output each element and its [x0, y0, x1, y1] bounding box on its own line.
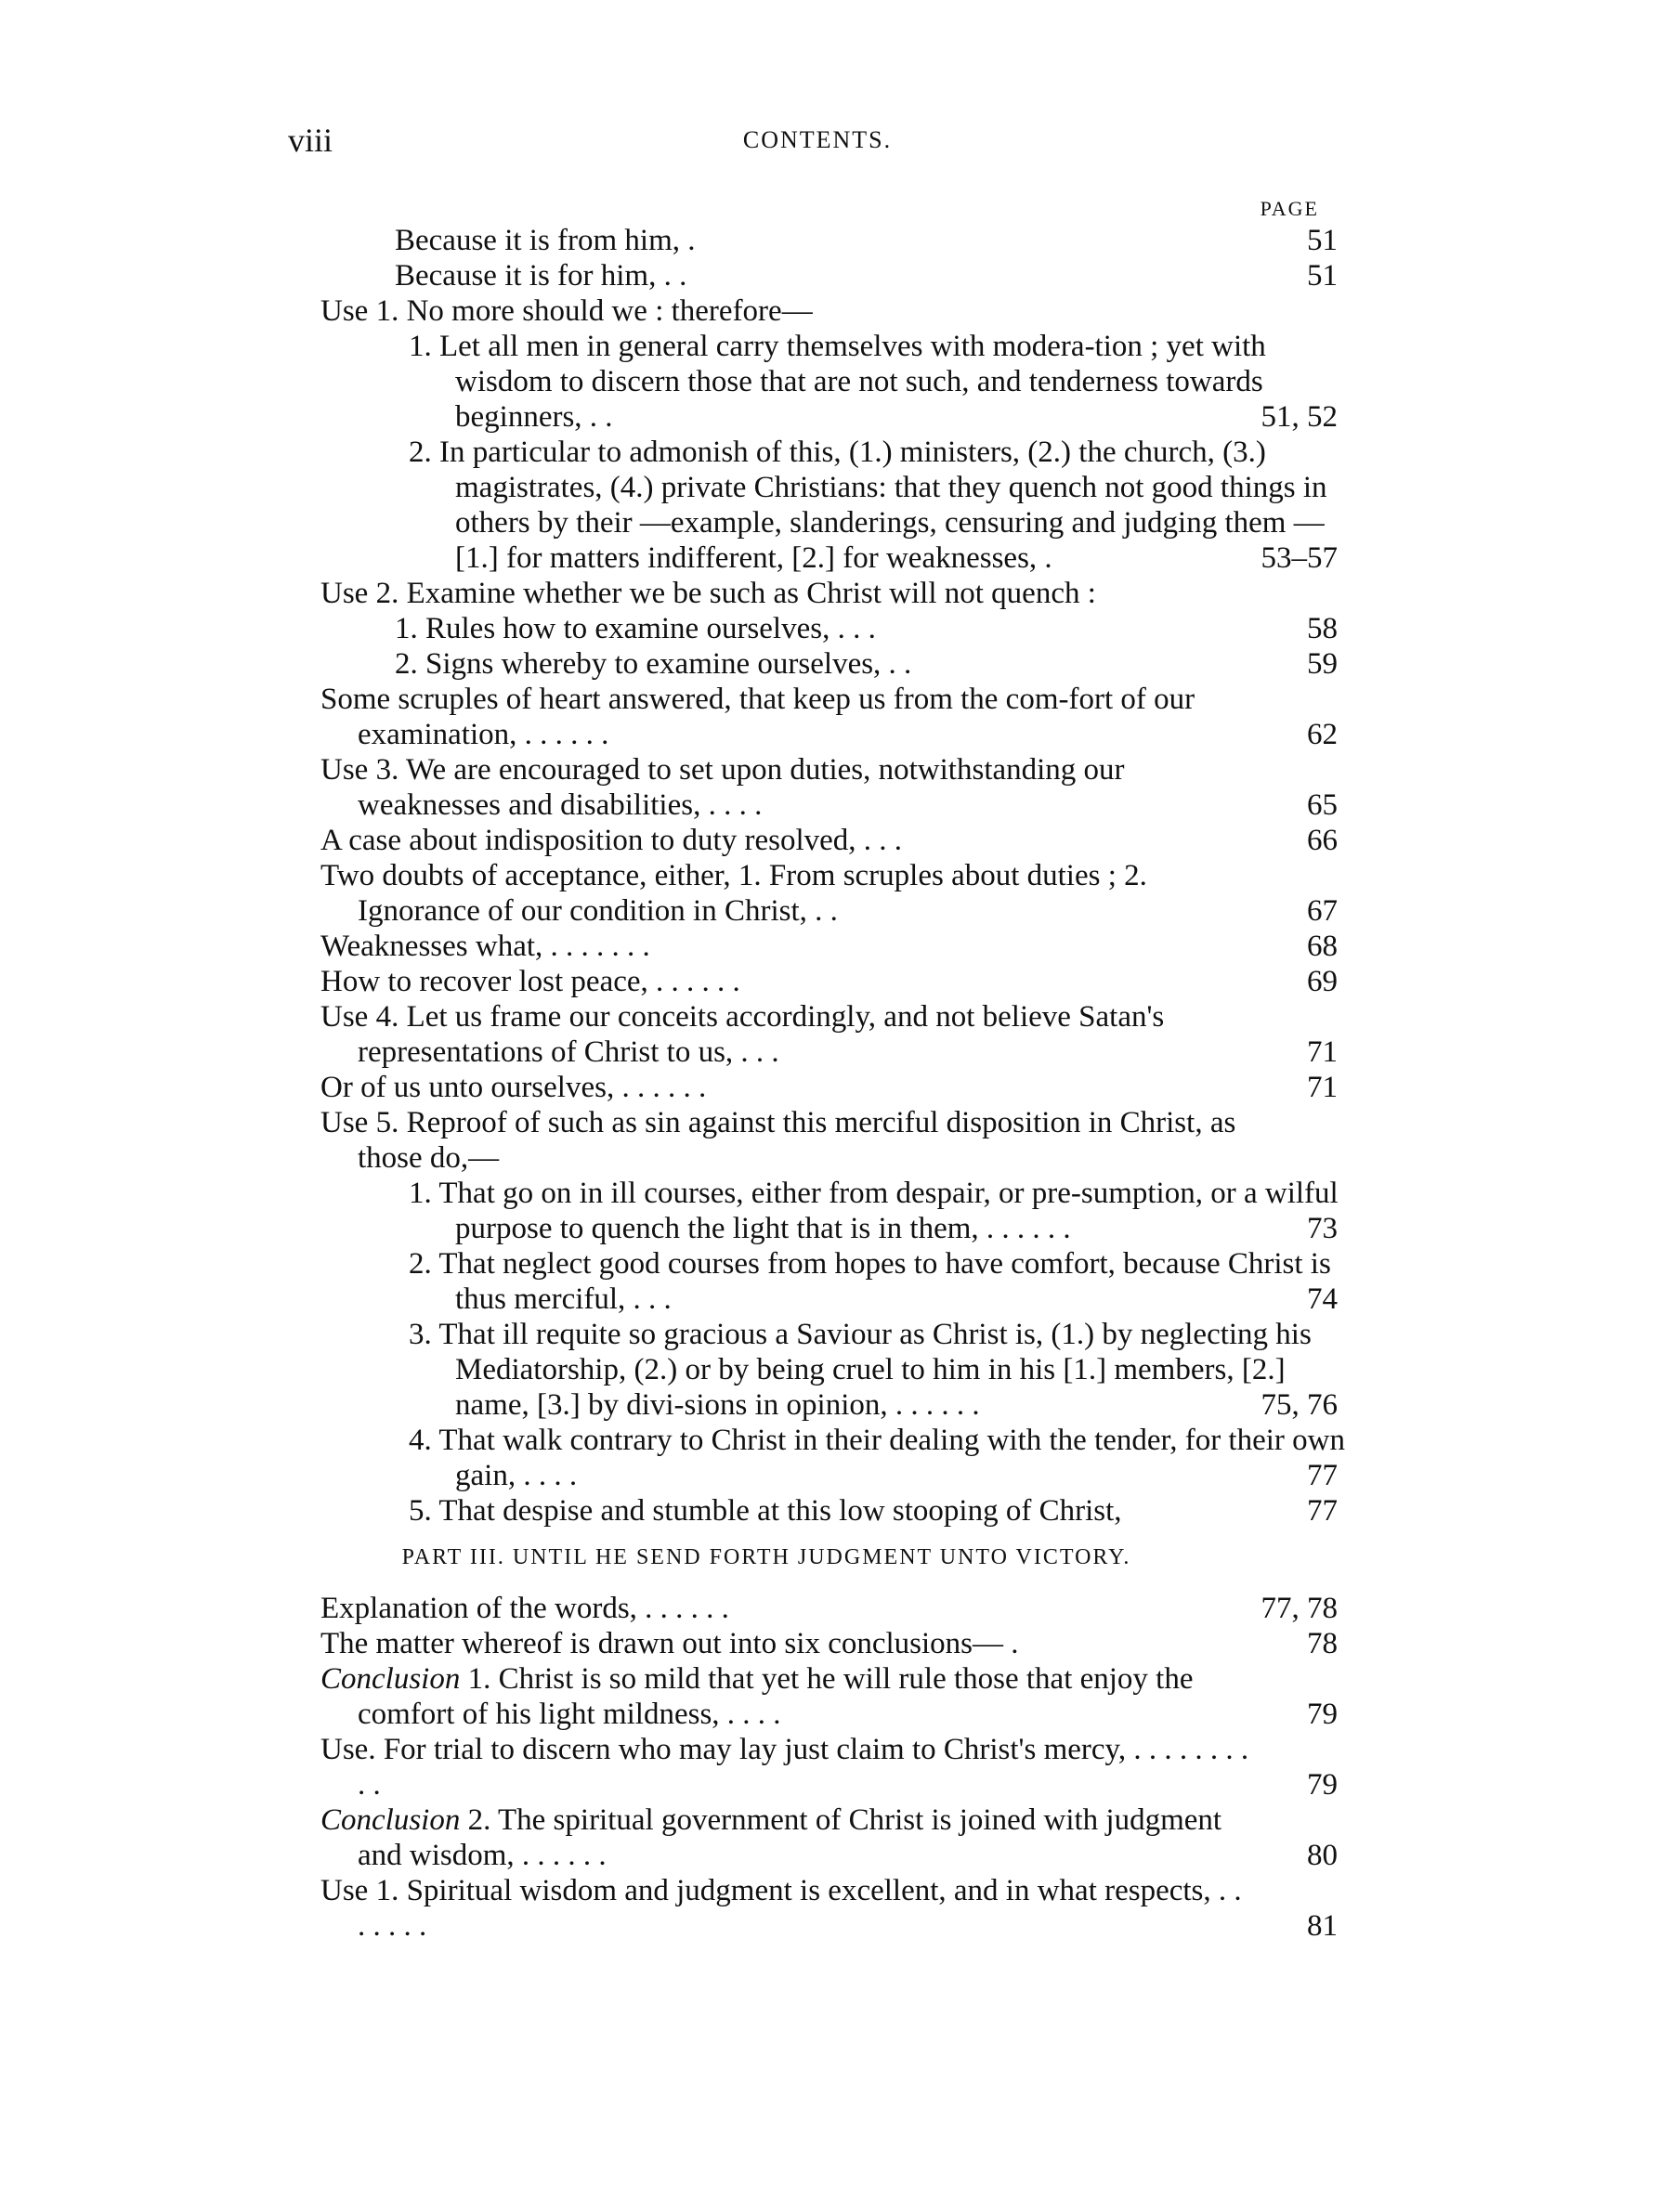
entry-text — [320, 999, 1249, 1070]
contents-entry — [320, 1423, 1345, 1493]
entry-body: Use 4. Let us frame our conceits accordingly, and not believe Satan's representations of Christ to us, . . . — [320, 1000, 1165, 1069]
page-label-area — [320, 0, 1338, 241]
entry-text — [320, 964, 1212, 999]
contents-entry — [320, 1176, 1338, 1246]
entry-body: Explanation of the words, . . . . . . — [320, 1592, 729, 1625]
entry-page-number: 71 — [1307, 1071, 1338, 1104]
entry-text — [320, 929, 1212, 964]
entry-body: Because it is for him, . . — [395, 259, 687, 293]
entry-text — [320, 329, 1347, 435]
entry-text — [320, 1626, 1212, 1661]
entry-body: Weaknesses what, . . . . . . . — [320, 930, 650, 963]
entry-text — [320, 858, 1249, 929]
entry-text — [320, 1070, 1212, 1105]
entry-text — [320, 1493, 1347, 1529]
entry-body: 3. That ill requite so gracious a Saviour as Christ is, (1.) by neglecting his Mediatorship, (2.) or by being cruel to him in his [1.] members, [2.] name, [3.] by divi-sions in opinion, . . . . . . — [409, 1318, 1312, 1422]
contents-entry — [320, 1246, 1338, 1317]
contents-entry — [320, 752, 1338, 823]
entry-text — [320, 258, 1287, 293]
contents-entry — [320, 646, 1338, 682]
entry-text — [320, 1246, 1347, 1317]
entry-body: 1. That go on in ill courses, either from despair, or pre-sumption, or a wilful purpose to quench the light that is in them, . . . . . . — [409, 1177, 1339, 1245]
entry-text — [320, 1176, 1347, 1246]
entry-text — [320, 293, 1212, 329]
contents-entry — [320, 1802, 1338, 1873]
contents-entry — [320, 682, 1338, 752]
entry-page-number: 73 — [1307, 1212, 1338, 1245]
contents-entry — [320, 1105, 1338, 1176]
entry-body: Use 2. Examine whether we be such as Christ will not quench : — [320, 577, 1096, 610]
entry-label: Conclusion — [320, 1662, 461, 1696]
entry-page-number: 79 — [1307, 1698, 1338, 1731]
entry-body: How to recover lost peace, . . . . . . — [320, 965, 740, 998]
entry-text — [320, 1317, 1347, 1423]
page-column-label: PAGE — [1260, 197, 1319, 220]
contents-entry — [320, 964, 1338, 999]
entry-text — [320, 1732, 1249, 1802]
contents-group-part-iii — [320, 1591, 1338, 1944]
entry-page-number: 74 — [1307, 1282, 1338, 1316]
entry-page-number: 77, 78 — [1261, 1592, 1338, 1625]
contents-entry — [320, 1626, 1338, 1661]
entry-page-number: 77 — [1307, 1459, 1338, 1492]
entry-body: Or of us unto ourselves, . . . . . . — [320, 1071, 707, 1104]
entry-page-number: 51, 52 — [1261, 400, 1338, 434]
entry-page-number: 80 — [1307, 1839, 1338, 1872]
entry-body: Use 1. Spiritual wisdom and judgment is excellent, and in what respects, . . . . . . . — [320, 1874, 1242, 1943]
entry-page-number: 79 — [1307, 1768, 1338, 1802]
entry-page-number: 53–57 — [1261, 541, 1338, 575]
entry-text — [320, 1802, 1249, 1873]
running-title: CONTENTS. — [742, 126, 893, 153]
entry-text — [320, 223, 1287, 258]
entry-page-number: 67 — [1307, 894, 1338, 928]
entry-body: Use. For trial to discern who may lay just claim to Christ's mercy, . . . . . . . . . . — [320, 1733, 1249, 1802]
contents-entry — [320, 223, 1338, 258]
entry-body: Two doubts of acceptance, either, 1. From scruples about duties ; 2. Ignorance of our condition in Christ, . . — [320, 859, 1147, 928]
contents-entry — [320, 1493, 1338, 1529]
entry-body: A case about indisposition to duty resolved, . . . — [320, 824, 903, 857]
contents-entry — [320, 258, 1338, 293]
entry-text — [320, 1591, 1212, 1626]
entry-page-number: 71 — [1307, 1035, 1338, 1069]
contents-entry — [320, 1732, 1338, 1802]
entry-page-number: 81 — [1307, 1909, 1338, 1943]
entry-body: 5. That despise and stumble at this low stooping of Christ, — [409, 1494, 1122, 1528]
entry-body: 2. That neglect good courses from hopes to have comfort, because Christ is thus merciful, . . . — [409, 1247, 1331, 1316]
entry-text — [320, 1873, 1249, 1944]
entry-text — [320, 435, 1347, 576]
contents-entry — [320, 1591, 1338, 1626]
entry-page-number: 68 — [1307, 930, 1338, 963]
entry-body: The matter whereof is drawn out into six conclusions— . — [320, 1627, 1019, 1660]
contents-entry — [320, 1661, 1338, 1732]
contents-entry — [320, 1070, 1338, 1105]
entry-text — [320, 823, 1212, 858]
contents-entry — [320, 576, 1338, 611]
entry-page-number: 78 — [1307, 1627, 1338, 1660]
entry-page-number: 62 — [1307, 718, 1338, 751]
contents-entry — [320, 329, 1338, 435]
entry-body: 1. Let all men in general carry themselves with modera-tion ; yet with wisdom to discern those that are not such, and tenderness towards beginners, . . — [409, 330, 1266, 434]
entry-page-number: 65 — [1307, 788, 1338, 822]
entry-label: Conclusion — [320, 1803, 461, 1837]
contents-entry — [320, 293, 1338, 329]
page-number: viii — [288, 122, 333, 159]
entry-body: 2. In particular to admonish of this, (1.) ministers, (2.) the church, (3.) magistrates, (4.) private Christians: that they quench not good things in others by their —example, slanderings, censuring and judging them —[1.] for matters indifferent, [2.] for weaknesses, . — [409, 436, 1327, 575]
entry-body: 1. Rules how to examine ourselves, . . . — [395, 612, 876, 645]
entry-page-number: 51 — [1307, 259, 1338, 293]
contents-entry — [320, 823, 1338, 858]
contents-entry — [320, 1873, 1338, 1944]
entry-page-number: 66 — [1307, 824, 1338, 857]
contents-entry — [320, 435, 1338, 576]
entry-body: Use 1. No more should we : therefore— — [320, 294, 813, 328]
contents-entry — [320, 929, 1338, 964]
entry-text — [320, 752, 1249, 823]
entry-page-number: 77 — [1307, 1494, 1338, 1528]
entry-text — [320, 576, 1212, 611]
section-heading: PART III. UNTIL HE SEND FORTH JUDGMENT UNTO VICTORY. — [401, 1545, 1131, 1569]
contents-list — [320, 223, 1345, 1944]
entry-page-number: 69 — [1307, 965, 1338, 998]
entry-text — [320, 611, 1287, 646]
entry-body: 4. That walk contrary to Christ in their dealing with the tender, for their own gain, . . . . — [409, 1424, 1345, 1492]
entry-text — [320, 646, 1287, 682]
entry-body: 1. Christ is so mild that yet he will rule those that enjoy the comfort of his light mildness, . . . . — [358, 1662, 1194, 1731]
entry-body: 2. Signs whereby to examine ourselves, . . — [395, 647, 912, 681]
entry-body: 2. The spiritual government of Christ is joined with judgment and wisdom, . . . . . . — [358, 1803, 1222, 1872]
contents-group-part-ii — [320, 223, 1345, 1529]
contents-entry — [320, 858, 1338, 929]
entry-page-number: 58 — [1307, 612, 1338, 645]
contents-entry — [320, 999, 1338, 1070]
entry-text — [320, 1105, 1249, 1176]
entry-text — [320, 1423, 1347, 1493]
entry-page-number: 75, 76 — [1261, 1388, 1338, 1422]
entry-page-number: 51 — [1307, 224, 1338, 257]
contents-entry — [320, 611, 1338, 646]
entry-body: Because it is from him, . — [395, 224, 696, 257]
entry-page-number: 59 — [1307, 647, 1338, 681]
entry-body: Use 5. Reproof of such as sin against this merciful disposition in Christ, as those do,— — [320, 1106, 1236, 1175]
entry-body: Use 3. We are encouraged to set upon duties, notwithstanding our weaknesses and disabilities, . . . . — [320, 753, 1125, 822]
entry-text — [320, 1661, 1249, 1732]
entry-body: Some scruples of heart answered, that keep us from the com-fort of our examination, . . . . . . — [320, 683, 1195, 751]
contents-entry — [320, 1317, 1338, 1423]
entry-text — [320, 682, 1249, 752]
